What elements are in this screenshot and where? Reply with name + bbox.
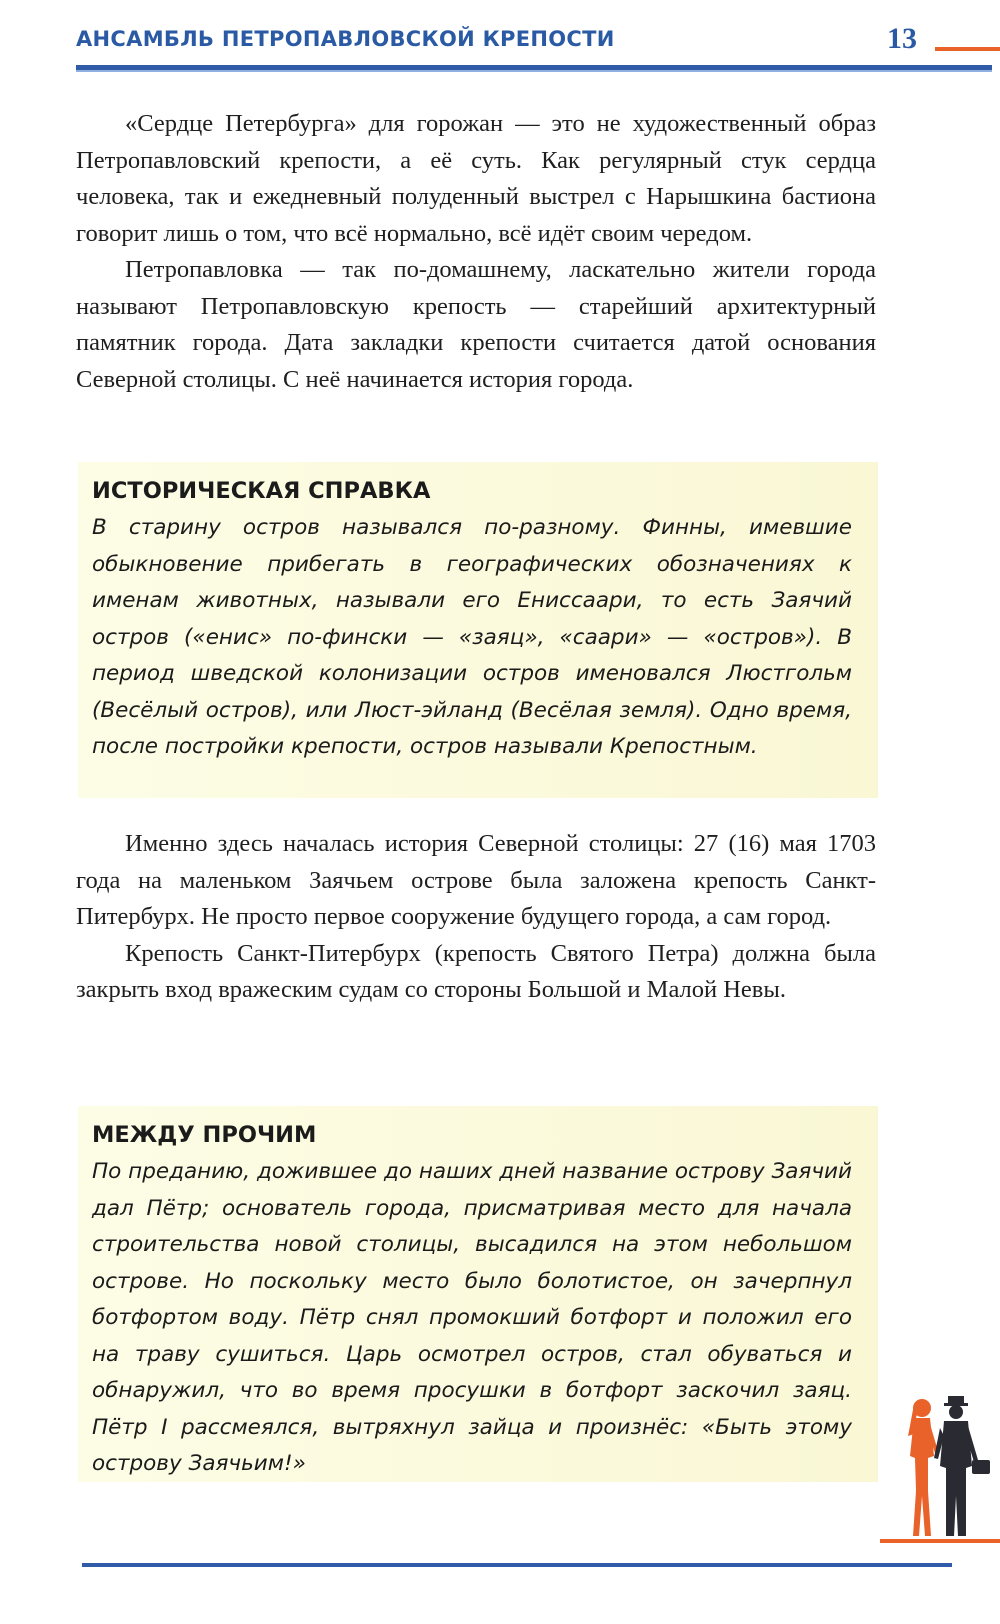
by-the-way-title: МЕЖДУ ПРОЧИМ (92, 1122, 317, 1148)
footer-rule (82, 1563, 952, 1567)
by-the-way-text: По преданию, дожившее до наших дней название острову Заячий дал Пётр; основатель города, присматривая место для начала строительства новой столицы, высадился на этом небольшом острове. Но поскольку место было болотистое, он зачерпнул ботфортом воду. Пётр снял промокший ботфорт и положил его на траву сушиться. Царь осмотрел остров, стал обуваться и обнаружил, что во время просушки в ботфорт заскочил заяц. Пётр I рассмеялся, вытряхнул зайца и произнёс: «Быть этому острову Заячьим!» (92, 1159, 852, 1476)
middle-text (76, 826, 876, 1009)
intro-text (76, 106, 876, 398)
middle-paragraph-2: Крепость Санкт-Питербурх (крепость Святого Петра) должна была закрыть вход вражеским судам со стороны Большой и Малой Невы. (76, 939, 876, 1003)
historical-note-title: ИСТОРИЧЕСКАЯ СПРАВКА (92, 478, 431, 504)
page-number: 13 (887, 22, 917, 55)
header-accent-line (935, 47, 1000, 51)
intro-paragraph-2: Петропавловка — так по-домашнему, ласкательно жители города называют Петропавловскую крепость — старейший архитектурный памятник города. Дата закладки крепости считается датой основания Северной столицы. С неё начинается история города. (76, 256, 876, 393)
footer-accent-line (880, 1539, 1000, 1543)
middle-paragraph-1: Именно здесь началась история Северной столицы: 27 (16) мая 1703 года на маленьком Заячьем острове была заложена крепость Санкт-Питербурх. Не просто первое сооружение будущего города, а сам город. (76, 830, 876, 930)
historical-note-box (78, 462, 878, 798)
running-head-title: АНСАМБЛЬ ПЕТРОПАВЛОВСКОЙ КРЕПОСТИ (76, 27, 615, 51)
header-rule (76, 65, 992, 72)
couple-silhouette-icon (900, 1396, 1000, 1546)
intro-paragraph-1: «Сердце Петербурга» для горожан — это не художественный образ Петропавловский крепости, а её суть. Как регулярный стук сердца человека, так и ежедневный полуденный выстрел с Нарышкина бастиона говорит лишь о том, что всё нормально, всё идёт своим чередом. (76, 110, 876, 247)
by-the-way-box (78, 1106, 878, 1482)
historical-note-text: В старину остров назывался по-разному. Финны, имевшие обыкновение прибегать в географических обозначениях к именам животных, называли его Енисcаари, то есть Заячий остров («енис» по-фински — «заяц», «саари» — «остров»). В период шведской колонизации остров именовался Люстгольм (Весёлый остров), или Люст-эйланд (Весёлая земля). Одно время, после постройки крепости, остров называли Крепостным. (92, 515, 852, 759)
